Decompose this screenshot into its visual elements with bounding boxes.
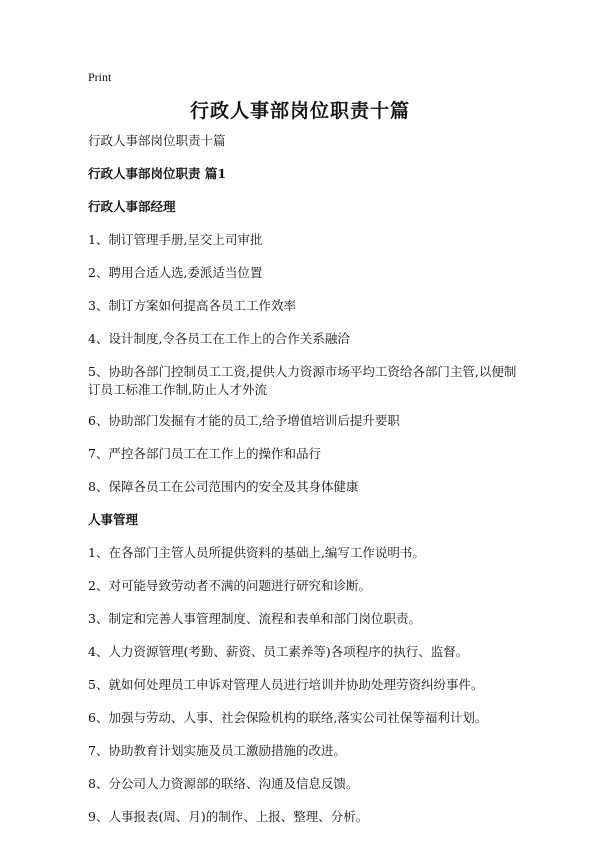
list-item: 8、保障各员工在公司范围内的安全及其身体健康	[88, 479, 359, 494]
print-label: Print	[88, 70, 112, 84]
list-item: 1、制订管理手册,呈交上司审批	[88, 232, 263, 247]
part-heading: 行政人事部岗位职责 篇1	[88, 166, 227, 181]
list-item: 7、协助教育计划实施及员工激励措施的改进。	[88, 743, 346, 758]
list-item: 2、对可能导致劳动者不满的问题进行研究和诊断。	[88, 578, 371, 593]
list-item: 6、加强与劳动、人事、社会保险机构的联络,落实公司社保等福利计划。	[88, 710, 488, 725]
list-item: 4、人力资源管理(考勤、薪资、员工素养等)各项程序的执行、监督。	[88, 644, 469, 659]
section-heading-manager: 行政人事部经理	[88, 199, 176, 214]
list-item: 5、协助各部门控制员工工资,提供人力资源市场平均工资给各部门主管,以便制订员工标准工作制,防止人才外流	[88, 364, 517, 397]
list-item: 4、设计制度,令各员工在工作上的合作关系融洽	[88, 331, 350, 346]
list-item: 3、制定和完善人事管理制度、流程和表单和部门岗位职责。	[88, 611, 421, 626]
list-item: 9、人事报表(周、月)的制作、上报、整理、分析。	[88, 809, 369, 824]
list-item: 3、制订方案如何提高各员工工作效率	[88, 298, 296, 313]
list-item: 5、就如何处理员工申诉对管理人员进行培训并协助处理劳资纠纷事件。	[88, 677, 484, 692]
list-item: 8、分公司人力资源部的联络、沟通及信息反馈。	[88, 776, 359, 791]
list-item: 1、在各部门主管人员所提供资料的基础上,编写工作说明书。	[88, 545, 425, 560]
document-subtitle: 行政人事部岗位职责十篇	[88, 133, 226, 148]
list-item: 2、聘用合适人选,委派适当位置	[88, 265, 263, 280]
document-body	[88, 132, 528, 841]
section-heading-personnel: 人事管理	[88, 512, 139, 527]
list-item: 6、协助部门发掘有才能的员工,给予增值培训后提升要职	[88, 413, 400, 428]
document-title: 行政人事部岗位职责十篇	[189, 100, 410, 122]
list-item: 7、严控各部门员工在工作上的操作和品行	[88, 446, 321, 461]
